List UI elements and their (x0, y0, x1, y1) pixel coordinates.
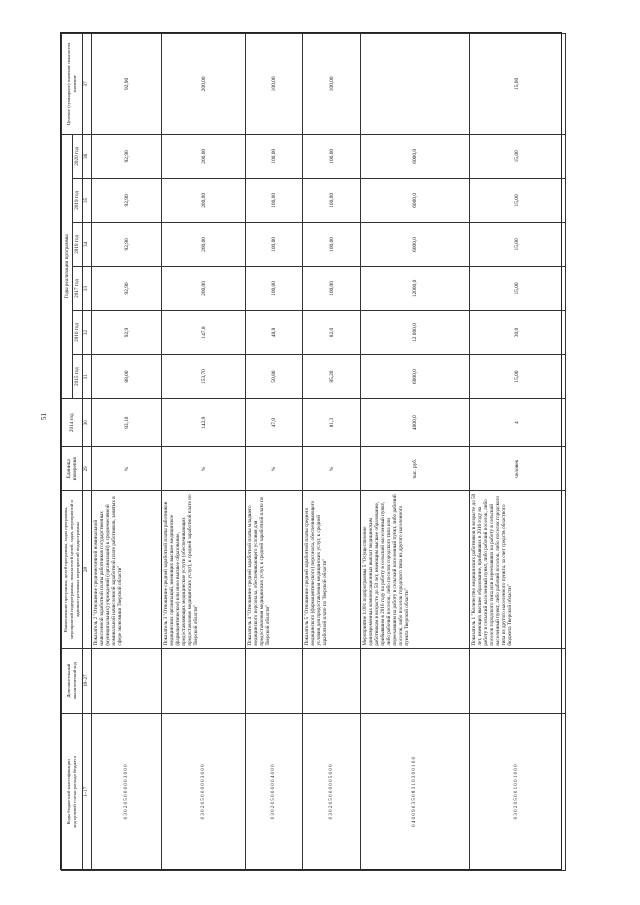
row-year-cell: 50,80 (245, 355, 303, 399)
table-row (245, 34, 303, 871)
row-2014-cell: 4 (469, 399, 565, 447)
row-year-cell: 85,20 (303, 355, 361, 399)
row-year-cell: 15,00 (469, 355, 565, 399)
row-year-cell: 200,00 (162, 134, 245, 178)
row-name-cell: Показатель 4 "Отношение средней заработной платы младшего медицинского персонала, обеспечивающего условия для предоставления медицинских услуг, к средней заработной плате по Тверской области" (245, 491, 303, 648)
document-sheet (60, 32, 562, 870)
year-2020-header: 2020 год (72, 134, 83, 178)
row-target-cell: 200,00 (162, 34, 245, 135)
col-num-2015: 31 (83, 355, 92, 399)
budget-item-label: код целевой статьи расхода бюджета (72, 756, 77, 828)
row-2014-cell: 142,9 (162, 399, 245, 447)
budget-class-header (62, 713, 83, 870)
row-additional-cell (92, 648, 162, 713)
row-code-cell: 0 3 0 2 0 5 0 0 1 0 0 1 0 0 0 (469, 713, 565, 870)
row-unit-cell: % (303, 447, 361, 491)
row-unit-cell: тыс. руб. (361, 447, 470, 491)
row-year-cell: 12 000,0 (361, 310, 470, 354)
row-target-cell (361, 34, 470, 135)
additional-code-header: Дополнительный аналитический код (62, 648, 83, 713)
row-code-cell: 0 3 0 2 0 5 0 0 0 0 0 5 0 0 0 (303, 713, 361, 870)
target-header (62, 34, 83, 135)
row-2014-cell: 4000,0 (361, 399, 470, 447)
row-year-cell: 82,0 (303, 310, 361, 354)
row-year-cell: 92,9 (92, 310, 162, 354)
year-2014-header: 2014 год (62, 399, 83, 447)
page-number: 51 (40, 413, 48, 420)
row-year-cell: 200,00 (162, 222, 245, 266)
row-unit-cell: человек (469, 447, 565, 491)
row-year-cell: 92,90 (92, 178, 162, 222)
row-target-cell: 100,00 (245, 34, 303, 135)
row-year-cell: 15,00 (469, 134, 565, 178)
table-row (469, 34, 565, 871)
column-number-row (83, 34, 92, 871)
row-year-cell: 6000,0 (361, 222, 470, 266)
row-target-cell: 92,90 (92, 34, 162, 135)
row-additional-cell (162, 648, 245, 713)
header-row-1 (62, 34, 73, 871)
target-label: Целевое (суммарное) значение показателя (66, 42, 71, 126)
row-additional-cell (469, 648, 565, 713)
row-2014-cell: 47,0 (245, 399, 303, 447)
year-2017-header: 2017 год (72, 266, 83, 310)
row-name-cell: Мероприятие 1.001 подпрограммы 5 "Осуществление единовременных компенсационных выплат медицинским работникам в возрасте до 50 лет, имеющим высшее образование, прибывшим в 2016 году на работу в сельский населенный пункт, либо рабочий поселок, либо поселок городского типа или переехавшим на работу в сельский населенный пункт, либо рабочий поселок, либо поселок городского типа из другого населенного пункта Тверской области" (361, 491, 470, 648)
year-2019-header: 2019 год (72, 178, 83, 222)
row-year-cell: 6000,0 (361, 134, 470, 178)
row-year-cell: 12000,0 (361, 266, 470, 310)
row-name-cell: Показатель 1 "Количество медицинских работников в возрасте до 50 лет, имеющих высшее образование, прибывших в 2016 году на работу в сельский населенный пункт, либо рабочий поселок, либо поселок городского типа или переехавших на работу в сельский населенный пункт, либо рабочий поселок, либо поселок городского типа из другого населенного пункта, за счет средств областного бюджета Тверской области" (469, 491, 565, 648)
row-year-cell: 100,00 (245, 134, 303, 178)
row-unit-cell: % (92, 447, 162, 491)
table-row (361, 34, 470, 871)
col-num-2019: 35 (83, 178, 92, 222)
name-header: Наименование программы, целей программы, задач программы, мероприятий подпрограммы, показателей целей, задач, мероприятий и административных мероприятий подпрограммы (62, 491, 83, 648)
rotated-table-wrapper (61, 33, 563, 871)
row-year-cell: 6000,0 (361, 178, 470, 222)
row-year-cell: 100,00 (303, 222, 361, 266)
program-table (61, 33, 566, 871)
row-name-cell: Показатель 2 "Отношение среднемесячной номинальной начисленной заработной платы работников государственных (муниципальных) учреждений (организаций) к среднемесячной номинальной начисленной заработной плате работников, занятых в сфере экономики Тверской области" (92, 491, 162, 648)
col-num-2014: 30 (83, 399, 92, 447)
row-code-cell: 0 3 0 2 0 5 0 0 0 0 0 3 0 0 0 (162, 713, 245, 870)
table-body (92, 34, 566, 871)
year-2015-header: 2015 год (72, 355, 83, 399)
row-year-cell: 200,00 (162, 266, 245, 310)
row-year-cell: 92,90 (92, 134, 162, 178)
row-additional-cell (303, 648, 361, 713)
row-target-cell: 15,00 (469, 34, 565, 135)
unit-header: Единица измерения (62, 447, 83, 491)
row-year-cell: 153,70 (162, 355, 245, 399)
row-code-cell: 0 3 0 2 0 5 0 0 0 0 0 3 0 0 0 (92, 713, 162, 870)
row-additional-cell (245, 648, 303, 713)
row-additional-cell (361, 648, 470, 713)
table-row (92, 34, 162, 871)
col-num-2018: 34 (83, 222, 92, 266)
col-num-2017: 33 (83, 266, 92, 310)
row-name-cell: Показатель 3 "Отношение средней заработной платы работников медицинских организаций, имеющих высшее медицинское (фармацевтическое) или иное высшее образование, предоставляющих медицинские услуги (обеспечивающих предоставление медицинских услуг), к средней заработной плате по Тверской области" (162, 491, 245, 648)
col-num-additional: 18–27 (83, 648, 92, 713)
row-target-cell: 100,00 (303, 34, 361, 135)
budget-class-label: Коды бюджетной классификации (66, 759, 71, 825)
row-name-cell: Показатель 5 "Отношение средней заработной платы среднего медицинского (фармацевтического) персонала, обеспечивающего условия для предоставления медицинских услуг, к средней заработной плате по Тверской области" (303, 491, 361, 648)
col-num-name: 28 (83, 491, 92, 648)
row-year-cell: 15,00 (469, 178, 565, 222)
year-2018-header: 2018 год (72, 222, 83, 266)
row-unit-cell: % (162, 447, 245, 491)
row-year-cell: 6000,0 (361, 355, 470, 399)
row-year-cell: 48,8 (245, 310, 303, 354)
row-year-cell: 100,00 (245, 178, 303, 222)
col-num-2020: 36 (83, 134, 92, 178)
row-year-cell: 92,90 (92, 266, 162, 310)
col-num-codes: 1–17 (83, 713, 92, 870)
row-year-cell: 88,00 (92, 355, 162, 399)
row-year-cell: 15,00 (469, 222, 565, 266)
target-value-label: значение (72, 75, 77, 93)
row-year-cell: 100,00 (303, 134, 361, 178)
row-2014-cell: 81,3 (303, 399, 361, 447)
row-year-cell: 100,00 (245, 266, 303, 310)
year-2016-header: 2016 год (72, 310, 83, 354)
years-block-header: Годы реализации программы (62, 134, 73, 398)
row-year-cell: 147,8 (162, 310, 245, 354)
col-num-unit: 29 (83, 447, 92, 491)
col-num-2016: 32 (83, 310, 92, 354)
row-code-cell: 0 4 0 0 9 0 3 5 0 8 3 1 0 3 0 0 1 0 0 (361, 713, 470, 870)
row-2014-cell: 83,10 (92, 399, 162, 447)
row-unit-cell: % (245, 447, 303, 491)
row-year-cell: 92,90 (92, 222, 162, 266)
row-year-cell: 30,0 (469, 310, 565, 354)
row-year-cell: 15,00 (469, 266, 565, 310)
row-year-cell: 100,00 (303, 178, 361, 222)
row-year-cell: 100,00 (303, 266, 361, 310)
table-row (303, 34, 361, 871)
row-year-cell: 200,00 (162, 178, 245, 222)
table-row (162, 34, 245, 871)
col-num-target: 37 (83, 34, 92, 135)
row-year-cell: 100,00 (245, 222, 303, 266)
row-code-cell: 0 3 0 2 0 5 0 0 0 0 0 4 0 0 0 (245, 713, 303, 870)
